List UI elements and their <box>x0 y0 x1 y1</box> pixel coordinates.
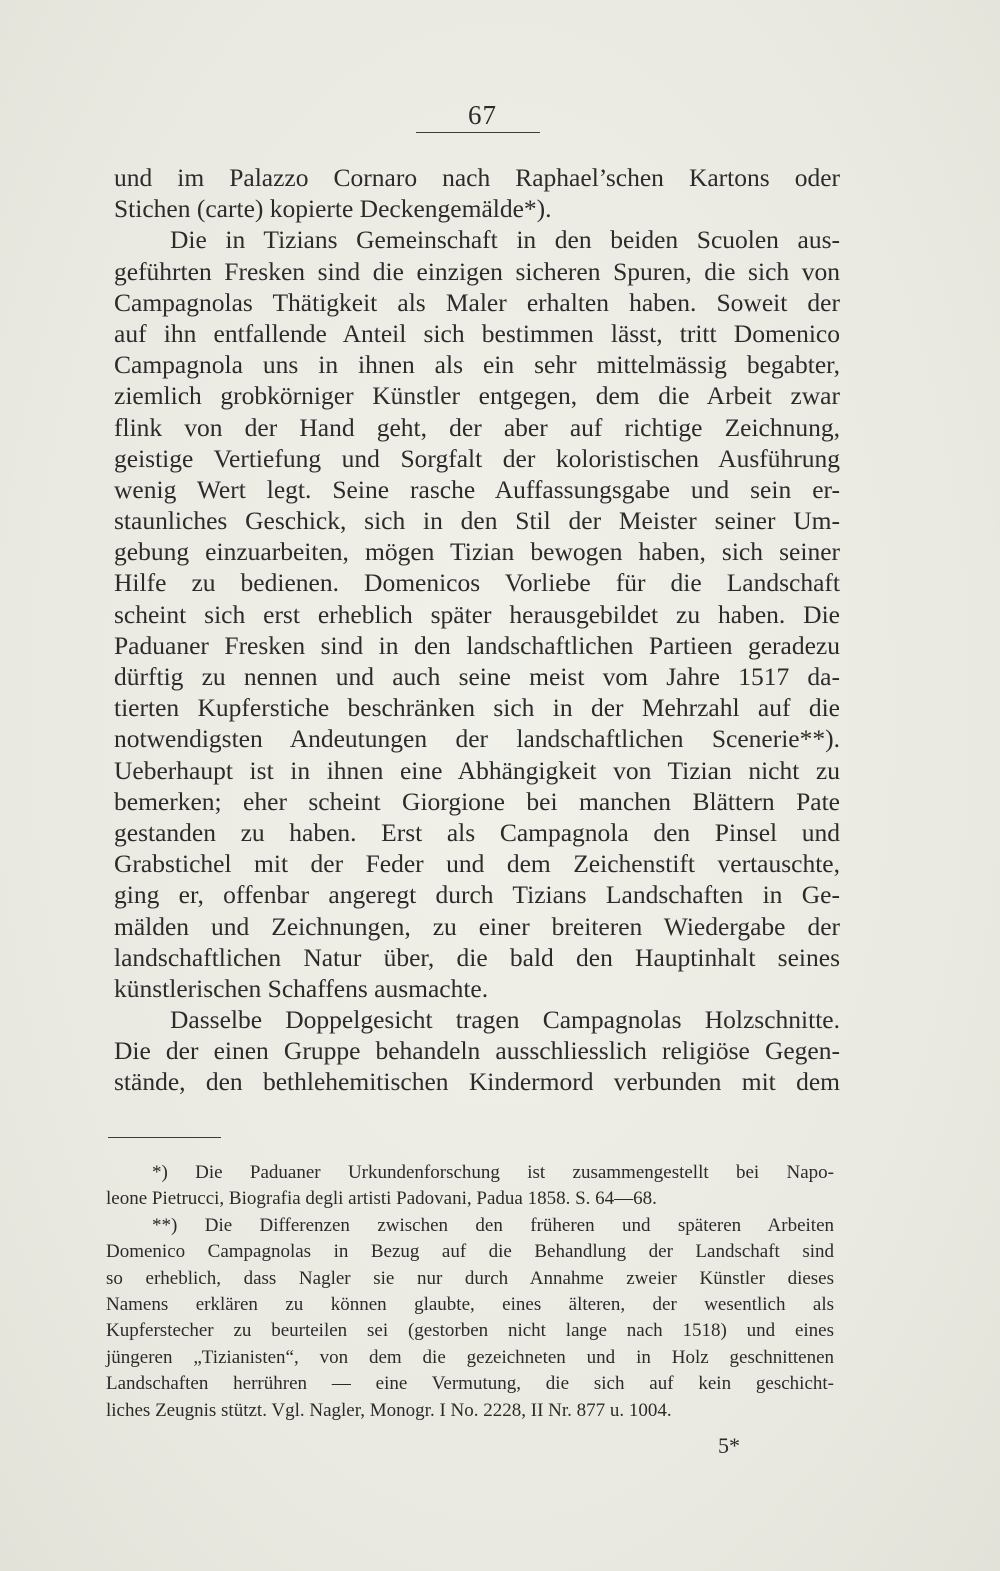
body-line: staunliches Geschick, sich in den Stil der Meister seiner Um- <box>114 506 840 536</box>
body-line: Dasselbe Doppelgesicht tragen Campagnolas Holzschnitte. <box>170 1005 840 1035</box>
footnotes <box>106 1160 834 1424</box>
body-line: Campagnolas Thätigkeit als Maler erhalten haben. Soweit der <box>114 287 840 317</box>
footnote-line: liches Zeugnis stützt. Vgl. Nagler, Monogr. I No. 2228, II Nr. 877 u. 1004. <box>106 1399 672 1421</box>
footnote-line: Namens erklären zu können glaubte, eines älteren, der wesentlich als <box>106 1293 834 1315</box>
body-line: Stichen (carte) kopierte Deckengemälde*). <box>114 194 552 224</box>
body-line: künstlerischen Schaffens ausmachte. <box>114 973 489 1003</box>
body-line: geführten Fresken sind die einzigen sicheren Spuren, die sich von <box>114 256 840 286</box>
body-line: Hilfe zu bedienen. Domenicos Vorliebe für die Landschaft <box>114 568 840 598</box>
body-line: wenig Wert legt. Seine rasche Auffassungsgabe und sein er- <box>114 474 840 504</box>
body-line: tierten Kupferstiche beschränken sich in der Mehrzahl auf die <box>114 693 840 723</box>
body-line: Campagnola uns in ihnen als ein sehr mittelmässig begabter, <box>114 350 840 380</box>
body-line: gebung einzuarbeiten, mögen Tizian bewogen haben, sich seiner <box>114 537 840 567</box>
footnote-line: leone Pietrucci, Biografia degli artisti Padovani, Padua 1858. S. 64—68. <box>106 1188 657 1210</box>
body-line: geistige Vertiefung und Sorgfalt der koloristischen Ausführung <box>114 443 840 473</box>
footnote-line: so erheblich, dass Nagler sie nur durch Annahme zweier Künstler dieses <box>106 1267 834 1289</box>
body-text <box>114 162 840 1098</box>
body-line: Die der einen Gruppe behandeln ausschliesslich religiöse Gegen- <box>114 1036 840 1066</box>
footnote-line: Domenico Campagnolas in Bezug auf die Behandlung der Landschaft sind <box>106 1241 834 1263</box>
body-line: auf ihn entfallende Anteil sich bestimmen lässt, tritt Domenico <box>114 318 840 348</box>
footnote-rule <box>108 1137 221 1138</box>
body-line: Die in Tizians Gemeinschaft in den beiden Scuolen aus- <box>170 225 840 255</box>
footnote-line: *) Die Paduaner Urkundenforschung ist zusammengestellt bei Napo- <box>152 1162 834 1183</box>
header-rule <box>416 132 540 133</box>
body-line: bemerken; eher scheint Giorgione bei manchen Blättern Pate <box>114 786 840 816</box>
body-line: scheint sich erst erheblich später herausgebildet zu haben. Die <box>114 599 840 629</box>
body-line: mälden und Zeichnungen, zu einer breiteren Wiedergabe der <box>114 911 840 941</box>
body-line: Ueberhaupt ist in ihnen eine Abhängigkeit von Tizian nicht zu <box>114 755 840 785</box>
body-line: ziemlich grobkörniger Künstler entgegen, dem die Arbeit zwar <box>114 381 840 411</box>
signature-mark: 5* <box>718 1433 740 1458</box>
body-line: Paduaner Fresken sind in den landschaftlichen Partieen geradezu <box>114 630 840 660</box>
footnote-line: Landschaften herrühren — eine Vermutung, die sich auf kein geschicht- <box>106 1373 834 1395</box>
page-number: 67 <box>468 100 497 130</box>
body-line: flink von der Hand geht, der aber auf richtige Zeichnung, <box>114 412 840 442</box>
body-line: und im Palazzo Cornaro nach Raphael’schen Kartons oder <box>114 163 840 192</box>
body-line: dürftig zu nennen und auch seine meist vom Jahre 1517 da- <box>114 662 840 691</box>
footnote-line: Kupferstecher zu beurteilen sei (gestorben nicht lange nach 1518) und eines <box>106 1320 834 1342</box>
body-line: gestanden zu haben. Erst als Campagnola den Pinsel und <box>114 817 840 847</box>
footnote-line: **) Die Differenzen zwischen den früheren und späteren Arbeiten <box>152 1214 834 1236</box>
body-line: landschaftlichen Natur über, die bald den Hauptinhalt seines <box>114 942 840 972</box>
body-line: ging er, offenbar angeregt durch Tizians Landschaften in Ge- <box>114 880 840 910</box>
footnote-line: jüngeren „Tizianisten“, von dem die gezeichneten und in Holz geschnittenen <box>106 1346 834 1368</box>
body-line: Grabstichel mit der Feder und dem Zeichenstift vertauschte, <box>114 849 840 879</box>
body-line: notwendigsten Andeutungen der landschaftlichen Scenerie**). <box>114 724 840 754</box>
body-line: stände, den bethlehemitischen Kindermord verbunden mit dem <box>114 1067 840 1097</box>
